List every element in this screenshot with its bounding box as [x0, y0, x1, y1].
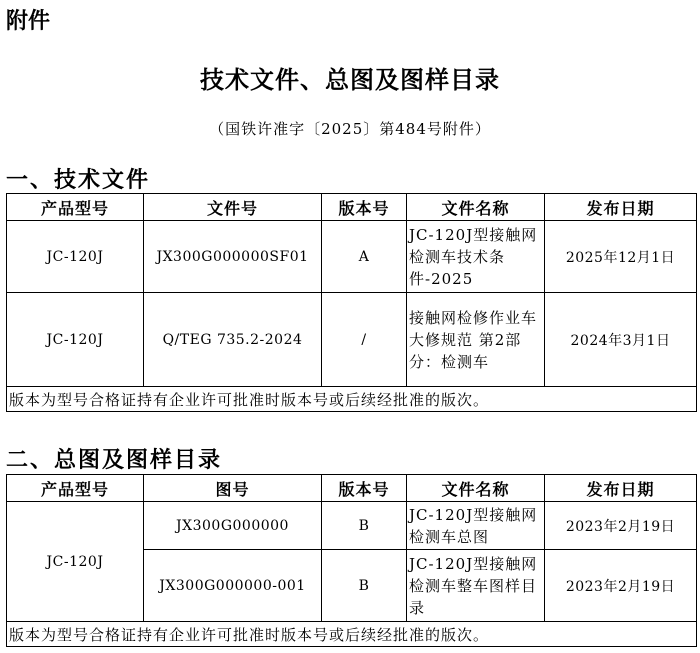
header-product-model: 产品型号 — [7, 475, 144, 502]
table-row — [7, 221, 697, 293]
version-note: 版本为型号合格证持有企业许可批准时版本号或后续经批准的版次。 — [7, 622, 697, 647]
technical-files-table — [6, 193, 697, 412]
header-release-date: 发布日期 — [545, 475, 697, 502]
product-model: JC-120J — [7, 293, 144, 387]
table-row — [7, 293, 697, 387]
attachment-label: 附件 — [6, 9, 51, 34]
drawing-number: JX300G000000 — [144, 502, 322, 550]
section-technical-files-heading: 一、技术文件 — [6, 168, 151, 193]
header-version: 版本号 — [322, 475, 407, 502]
version: / — [322, 293, 407, 387]
file-number: JX300G000000SF01 — [144, 221, 322, 293]
version-note: 版本为型号合格证持有企业许可批准时版本号或后续经批准的版次。 — [7, 387, 697, 412]
header-drawing-number: 图号 — [144, 475, 322, 502]
header-release-date: 发布日期 — [545, 194, 697, 221]
header-file-name: 文件名称 — [407, 194, 545, 221]
version: B — [322, 502, 407, 550]
version: A — [322, 221, 407, 293]
header-file-name: 文件名称 — [407, 475, 545, 502]
file-name: JC-120J型接触网检测车整车图样目录 — [407, 550, 545, 622]
document-title: 技术文件、总图及图样目录 — [200, 66, 500, 94]
release-date: 2024年3月1日 — [545, 293, 697, 387]
file-name: JC-120J型接触网检测车总图 — [407, 502, 545, 550]
section-drawings-heading: 二、总图及图样目录 — [6, 448, 223, 473]
version: B — [322, 550, 407, 622]
release-date: 2025年12月1日 — [545, 221, 697, 293]
release-date: 2023年2月19日 — [545, 502, 697, 550]
header-version: 版本号 — [322, 194, 407, 221]
header-file-number: 文件号 — [144, 194, 322, 221]
drawings-table — [6, 474, 697, 647]
release-date: 2023年2月19日 — [545, 550, 697, 622]
table-header-row — [7, 475, 697, 502]
file-number: Q/TEG 735.2-2024 — [144, 293, 322, 387]
note-row — [7, 622, 697, 647]
product-model: JC-120J — [7, 502, 144, 622]
product-model: JC-120J — [7, 221, 144, 293]
note-row — [7, 387, 697, 412]
file-name: 接触网检修作业车大修规范 第2部分：检测车 — [407, 293, 545, 387]
table-row — [7, 502, 697, 550]
header-product-model: 产品型号 — [7, 194, 144, 221]
table-header-row — [7, 194, 697, 221]
document-number: （国铁许准字〔2025〕第484号附件） — [209, 120, 491, 138]
drawing-number: JX300G000000-001 — [144, 550, 322, 622]
file-name: JC-120J型接触网检测车技术条件-2025 — [407, 221, 545, 293]
